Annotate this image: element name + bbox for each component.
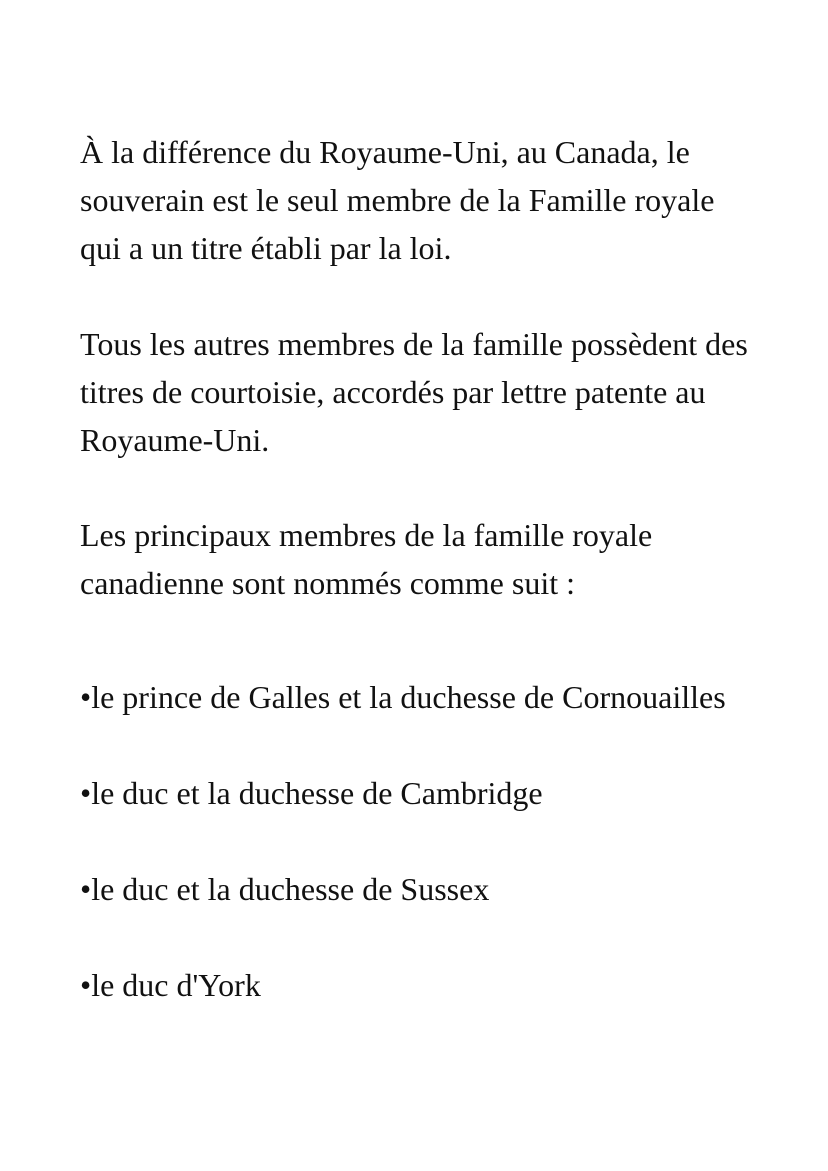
bullet-icon: • <box>80 871 92 907</box>
bullet-icon: • <box>80 775 92 811</box>
royal-members-list <box>80 673 760 1009</box>
list-item <box>80 865 760 913</box>
list-item-text: le prince de Galles et la duchesse de Cornouailles <box>91 679 726 715</box>
list-item <box>80 961 760 1009</box>
paragraph-list-intro: Les principaux membres de la famille royale canadienne sont nommés comme suit : <box>80 517 653 601</box>
list-item-text: le duc et la duchesse de Sussex <box>91 871 490 907</box>
paragraph-courtesy-titles: Tous les autres membres de la famille possèdent des titres de courtoisie, accordés par lettre patente au Royaume-Uni. <box>80 326 748 458</box>
paragraph-intro: À la différence du Royaume-Uni, au Canada, le souverain est le seul membre de la Famille royale qui a un titre établi par la loi. <box>80 134 715 266</box>
list-item-text: le duc d'York <box>91 967 261 1003</box>
list-item-text: le duc et la duchesse de Cambridge <box>91 775 543 811</box>
list-item <box>80 673 760 721</box>
document-page <box>80 128 760 1009</box>
list-item <box>80 769 760 817</box>
bullet-icon: • <box>80 679 92 715</box>
bullet-icon: • <box>80 967 92 1003</box>
